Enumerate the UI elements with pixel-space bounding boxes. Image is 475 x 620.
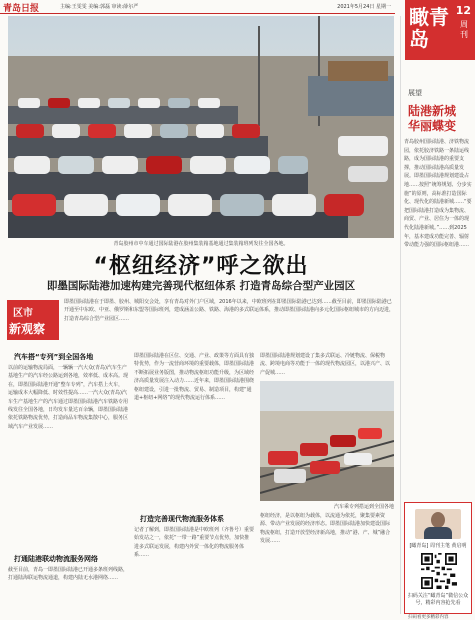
columnist-name: [瞰青岛] 周刊主笔 黄启明 xyxy=(409,543,467,549)
subheadline: 即墨国际陆港加速构建完善现代枢纽体系 打造青岛综合型产业园区 xyxy=(46,280,356,292)
tag-observation: 新观察 xyxy=(9,322,46,336)
col1-body2: 截至目前，青岛一即墨国际陆港已开通多条班列线路，打通陆海联运物流通道，构建内陆无水港网络…… xyxy=(8,567,128,582)
weekly-label: 周刊 xyxy=(460,20,468,39)
col1-heading: 汽车搭“专列”到全国各地 xyxy=(14,353,94,361)
col2-body2: 记者了解到，即墨国际陆港是中欧班列（齐鲁号）重要始发站之一，依托“一带一路”重要节点优势，加快推进多式联运发展，构建内外贸一体化的物流服务体系…… xyxy=(134,527,254,559)
staff-credits: 主编:王雯雯 美编:郭磊 审读:薛尔严 xyxy=(60,4,139,10)
avatar-head xyxy=(431,512,445,528)
photo-caption: 青岛胶州市中车通过国际陆港在胶州集装箱基地通过集装箱班列发往全国各地。 xyxy=(113,241,289,247)
headline: “枢纽经济”呼之欲出 xyxy=(93,254,309,279)
avatar-body xyxy=(424,527,452,539)
qr-promo-box xyxy=(404,502,472,614)
side-title: 陆港新城 华丽蝶变 xyxy=(408,104,457,133)
page-number: 12 xyxy=(455,4,471,17)
bottom-note: 扫码看更多精彩内容 xyxy=(408,615,449,620)
tag-district: 区市 xyxy=(13,308,33,319)
qr-code-icon[interactable] xyxy=(421,553,457,589)
col2-body: 即墨国际陆港在区位、交通、产业、政策等方面具有独特优势，作为一流营商环境的重要载体，即墨国际陆港不断拓展业务版图，推动物流枢纽功能升级，为区域经济高质量发展注入动力……近年来，即墨国际陆港围绕枢纽建设，引进一批物流、贸易、制造项目，构建“通道+枢纽+网络”的现代物流运行体系…… xyxy=(134,353,254,402)
newspaper-logo: 青岛日报 xyxy=(3,4,40,14)
masthead xyxy=(0,0,395,14)
columnist-avatar xyxy=(415,509,461,539)
side-body: 青岛胶州国际陆港、济铁物流园，依托胶济铁路一条陆运线路，成为国际陆港的重要支撑，推动国际陆港高质量发展。即墨国际陆港规划建设占地……按照“统筹规划、分步实施”的原则，高标准打造国际化、现代化的陆港新城……“要把国际陆港打造成为集物流、商贸、产业、居住为一体的现代化陆港新城。”……到2025年，基本建成功能完善、辐射带动能力强的国际枢纽港…… xyxy=(404,139,472,249)
col3-body: 即墨国际陆港规划建设了集多式联运、冷链物流、保税物流、跨境电商等功能于一体的现代物流园区，以港兴产、以产促城…… xyxy=(260,353,391,376)
section-title: 瞰青岛 xyxy=(409,5,449,51)
col1-body: 以前的运输物流局面，一辆辆一汽大众(青岛)汽车生产基地生产的汽车经公路运到各地，效率低、成本高。现在，即墨国际陆港开通“整车专列”，汽车搭上火车，运输成本大幅降低、时效性提高……一汽大众(青岛)汽车生产基地生产的汽车通过即墨国际陆港汽车铁路专用线发往全国各地，日均发车量达百余辆，即墨国际陆港依托铁路物流优势，打造商品车物流集散中心，服务区域汽车产业发展…… xyxy=(8,365,128,430)
train-photo xyxy=(260,381,394,501)
intro-paragraph: 即墨国际陆港在于即墨、胶州、城阳交会处，享有青岛对外门户区域，2016年以来，中欧班列在即墨国际陆港已达到……截至目前，即墨国际陆港已开通至中东欧、中亚、俄罗斯和东盟等国际班列，建成涵盖公路、铁路、海港的多式联运体系，推动即墨国际陆港向多元化国际枢纽城市的方向迈进，打造青岛综合型产业园区…… xyxy=(64,299,394,322)
col2-heading: 打造完善现代物流服务体系 xyxy=(140,515,224,523)
section-banner xyxy=(405,0,475,60)
issue-date: 2021年5月24日 星期一 xyxy=(337,4,391,10)
train-photo-caption: 汽车乘专列搭运到全国各地 xyxy=(333,504,394,510)
side-section-label: 展望 xyxy=(408,89,422,97)
main-photo xyxy=(8,16,394,238)
column-tag xyxy=(7,300,59,340)
col3-body2: 枢纽经济，是以枢纽为载体，以流通为依托，聚集要素资源、带动产业发展的经济形态。即墨国际陆港加快建设国际物流枢纽，打造开放型经济新高地，推动“港、产、城”融合发展…… xyxy=(260,513,391,545)
col1-heading2: 打通陆港联动物流服务网络 xyxy=(14,555,98,563)
column-divider xyxy=(400,16,401,614)
qr-hint: 扫码关注“瞰青岛”微信公众号，精彩内容抢先看 xyxy=(407,593,469,606)
